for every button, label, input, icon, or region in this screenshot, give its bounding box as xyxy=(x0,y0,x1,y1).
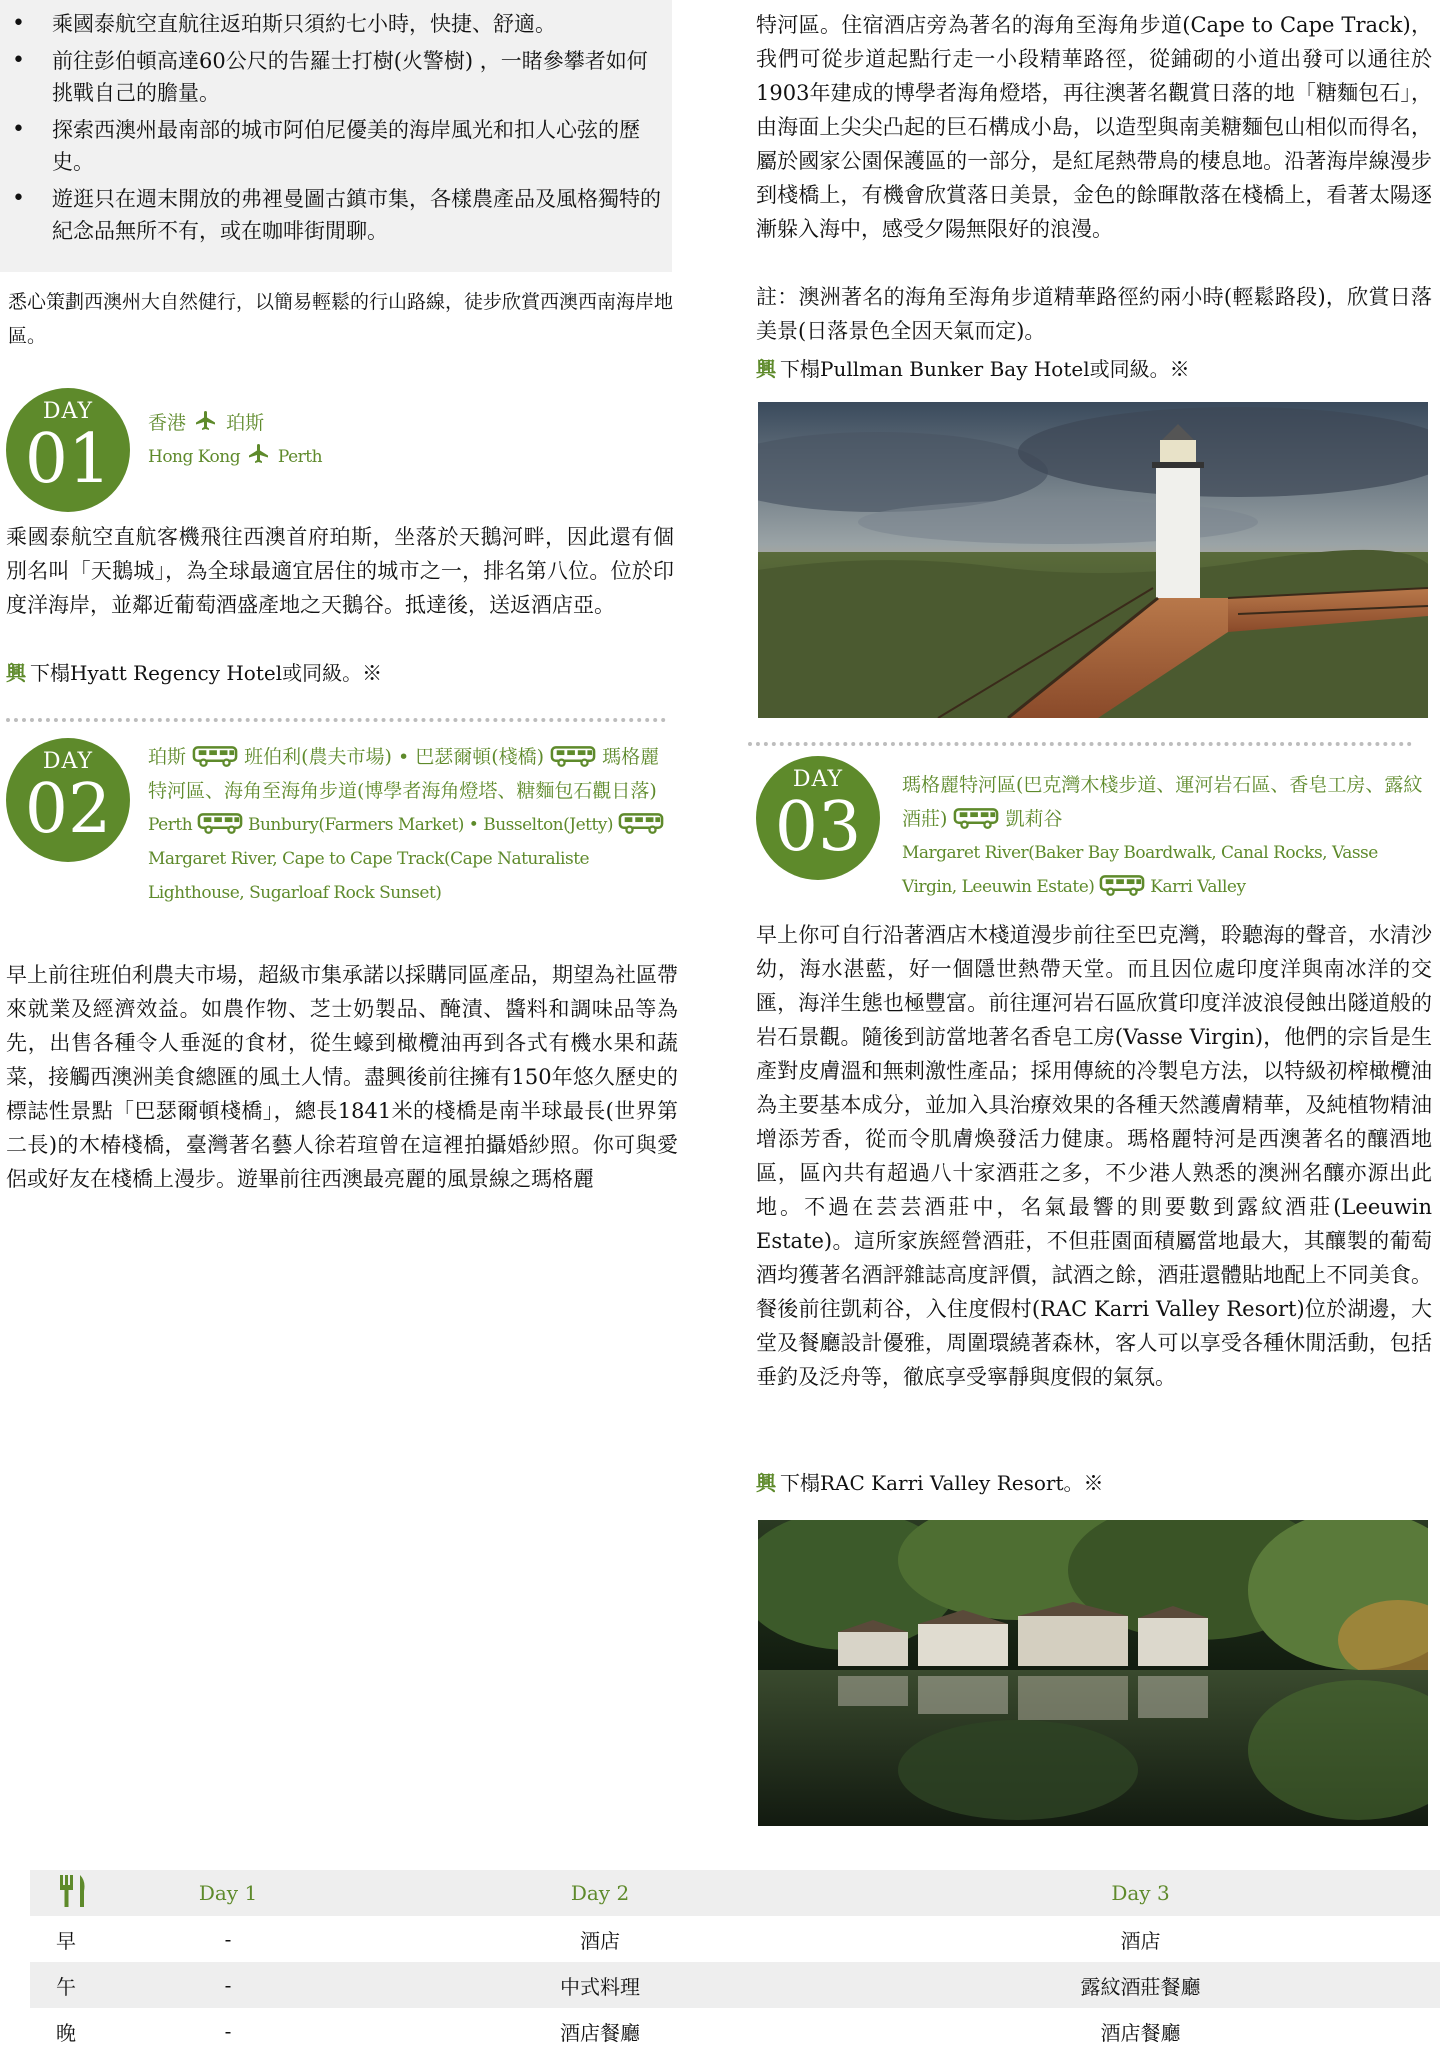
day2-badge xyxy=(6,738,130,862)
bus-icon xyxy=(953,806,999,830)
route-stop-en: Margaret River, Cape to Cape Track(Cape Naturaliste Lighthouse, Sugarloaf Rock Sunset) xyxy=(148,849,590,903)
meal-cell: 酒店餐廳 xyxy=(560,2020,640,2045)
meal-cell: 中式料理 xyxy=(359,1962,841,2008)
meal-cell: - xyxy=(224,2019,232,2043)
route-from: 香港 xyxy=(148,412,187,434)
route-to: 珀斯 xyxy=(226,412,265,434)
meal-label: 午 xyxy=(30,1962,97,2008)
lighthouse-image xyxy=(758,402,1428,718)
highlight-item: • 乘國泰航空直航往返珀斯只須約七小時，快捷、舒適。 xyxy=(52,8,662,40)
karri-valley-photo xyxy=(758,1520,1428,1826)
meals-header-day1: Day 1 xyxy=(97,1870,359,1916)
day1-stay xyxy=(6,656,674,690)
day-word: DAY xyxy=(42,399,94,424)
day3-route xyxy=(902,768,1434,904)
day2-description-cont: 特河區。住宿酒店旁為著名的海角至海角步道(Cape to Cape Track)，我們可從步道起點行走一小段精華路徑，從鋪砌的小道出發可以通往於1903年建成的博學者海角燈塔，再往澳著名觀賞日落的地「糖麵包石」，由海面上尖尖凸起的巨石構成小島，以造型與南美糖麵包山相似而得名，屬於國家公園保護區的一部分，是紅尾熱帶鳥的棲息地。沿著海岸線漫步到棧橋上，有機會欣賞落日美景，金色的餘暉散落在棧橋上，看著太陽逐漸躲入海中，感受夕陽無限好的浪漫。 xyxy=(756,13,1432,241)
meal-cell: 酒店餐廳 xyxy=(1100,2020,1181,2045)
bus-icon xyxy=(1099,873,1145,897)
airplane-icon xyxy=(245,442,273,466)
highlight-item: • 遊逛只在週末開放的弗裡曼圖古鎮市集，各樣農產品及風格獨特的紀念品無所不有，或在咖啡街閒聊。 xyxy=(52,183,662,247)
meals-table xyxy=(30,1870,1440,2054)
route-stop-en: Perth xyxy=(148,815,193,835)
meals-header-row xyxy=(30,1870,1440,1916)
meal-label: 早 xyxy=(56,1928,76,1953)
day2-route xyxy=(148,740,672,910)
route-stop-en: Margaret River(Baker Bay Boardwalk, Canal Rocks, Vasse Virgin, Leeuwin Estate) xyxy=(902,843,1378,897)
divider xyxy=(748,742,1412,746)
hotel-icon: 興 xyxy=(756,357,776,381)
bus-icon xyxy=(618,811,664,835)
bus-icon xyxy=(192,744,238,768)
divider xyxy=(6,718,666,722)
day3-description: 早上你可自行沿著酒店木棧道漫步前往至巴克灣，聆聽海的聲音，水清沙幼，海水湛藍，好一個隱世熱帶天堂。而且因位處印度洋與南冰洋的交匯，海洋生態也極豐富。前往運河岩石區欣賞印度洋波浪侵蝕出隧道般的岩石景觀。隨後到訪當地著名香皂工房(Vasse Virgin)，他們的宗旨是生產對皮膚溫和無刺激性產品；採用傳統的冷製皂方法，以特級初榨橄欖油為主要基本成分，並加入具治療效果的各種天然護膚精華，及純植物精油增添芳香，從而令肌膚煥發活力健康。瑪格麗特河是西澳著名的釀酒地區，區內共有超過八十家酒莊之多，不少港人熟悉的澳洲名釀亦源出此地。不過在芸芸酒莊中，名氣最響的則要數到露紋酒莊(Leeuwin Estate)。這所家族經營酒莊，不但莊園面積屬當地最大，其釀製的葡萄酒均獲著名酒評雜誌高度評價，試酒之餘，酒莊還體貼地配上不同美食。餐後前往凱莉谷，入住度假村(RAC Karri Valley Resort)位於湖邊，大堂及餐廳設計優雅，周圍環繞著森林，客人可以享受各種休閒活動，包括垂釣及泛舟等，徹底享受寧靜與度假的氣氛。 xyxy=(756,923,1432,1389)
route-from-en: Hong Kong xyxy=(148,447,241,467)
karri-valley-image xyxy=(758,1520,1428,1826)
day2-stay xyxy=(756,352,1432,386)
route-stop: 瑪格麗特河區(巴克灣木棧步道、運河岩石區、香皂工房、露紋酒莊) xyxy=(902,774,1423,830)
day-word: DAY xyxy=(42,749,94,774)
route-stop: 凱莉谷 xyxy=(1005,808,1063,830)
airplane-icon xyxy=(192,409,220,433)
day-number: 02 xyxy=(24,770,112,849)
meal-cell: 酒店 xyxy=(1120,1928,1161,1953)
stay-text: 下榻RAC Karri Valley Resort。※ xyxy=(780,1471,1104,1495)
day-number: 01 xyxy=(24,420,112,499)
cutlery-icon xyxy=(30,1870,97,1916)
route-stop: 瑪格麗特河區、海角至海角步道(博學者海角燈塔、糖麵包石觀日落) xyxy=(148,746,660,802)
meal-cell: 酒店 xyxy=(580,1928,620,1953)
bus-icon xyxy=(550,744,596,768)
intro-text: 悉心策劃西澳州大自然健行，以簡易輕鬆的行山路線，徒步欣賞西澳西南海岸地區。 xyxy=(8,291,674,347)
day-number: 03 xyxy=(774,788,862,867)
day-word: DAY xyxy=(792,767,844,792)
day1-route xyxy=(148,406,668,474)
day1-description: 乘國泰航空直航客機飛往西澳首府珀斯，坐落於天鵝河畔，因此還有個別名叫「天鵝城」，為全球最適宜居住的城市之一，排名第八位。位於印度洋海岸，並鄰近葡萄酒盛產地之天鵝谷。抵達後，送返酒店亞。 xyxy=(6,525,674,617)
hotel-icon: 興 xyxy=(6,661,26,685)
bus-icon xyxy=(197,811,243,835)
hotel-icon: 興 xyxy=(756,1471,776,1495)
day2-note: 註：澳洲著名的海角至海角步道精華路徑約兩小時(輕鬆路段)，欣賞日落美景(日落景色全因天氣而定)。 xyxy=(756,285,1432,343)
meal-label: 晚 xyxy=(56,2020,76,2045)
meal-cell: - xyxy=(97,1962,359,2008)
meals-row xyxy=(30,1962,1440,2008)
meals-row xyxy=(30,2008,1440,2054)
route-stop: 珀斯 xyxy=(148,746,187,768)
stay-text: 下榻Pullman Bunker Bay Hotel或同級。※ xyxy=(780,357,1190,381)
day2-description: 早上前往班伯利農夫市場，超級市集承諾以採購同區產品，期望為社區帶來就業及經濟效益。如農作物、芝士奶製品、醃漬、醬料和調味品等為先，出售各種令人垂涎的食材，從生蠔到橄欖油再到各式有機水果和蔬菜，接觸西澳洲美食總匯的風土人情。盡興後前往擁有150年悠久歷史的標誌性景點「巴瑟爾頓棧橋」，總長1841米的棧橋是南半球最長(世界第二長)的木椿棧橋，臺灣著名藝人徐若瑄曾在這裡拍攝婚紗照。你可與愛侶或好友在棧橋上漫步。遊畢前往西澳最亮麗的風景線之瑪格麗 xyxy=(6,963,678,1191)
meal-cell: - xyxy=(224,1927,232,1951)
day3-badge xyxy=(756,756,880,880)
route-stop: 班伯利(農夫市場) • 巴瑟爾頓(棧橋) xyxy=(244,746,545,768)
lighthouse-photo xyxy=(758,402,1428,718)
day3-stay xyxy=(756,1466,1432,1500)
stay-text: 下榻Hyatt Regency Hotel或同級。※ xyxy=(30,661,383,685)
route-to-en: Perth xyxy=(277,447,323,467)
highlights-list xyxy=(0,0,672,247)
meals-row xyxy=(30,1916,1440,1962)
meals-header-day3: Day 3 xyxy=(841,1870,1440,1916)
meals-header-day2: Day 2 xyxy=(359,1870,841,1916)
day1-badge xyxy=(6,388,130,512)
highlights-box xyxy=(0,0,672,272)
route-stop-en: Karri Valley xyxy=(1150,877,1246,897)
highlight-item: • 探索西澳州最南部的城市阿伯尼優美的海岸風光和扣人心弦的歷史。 xyxy=(52,114,662,178)
meal-cell: 露紋酒莊餐廳 xyxy=(841,1962,1440,2008)
highlight-item: • 前往彭伯頓高達60公尺的告羅士打樹(火警樹) ，一睹參攀者如何挑戰自己的膽量。 xyxy=(52,45,662,109)
route-stop-en: Bunbury(Farmers Market) • Busselton(Jetty) xyxy=(247,815,614,835)
